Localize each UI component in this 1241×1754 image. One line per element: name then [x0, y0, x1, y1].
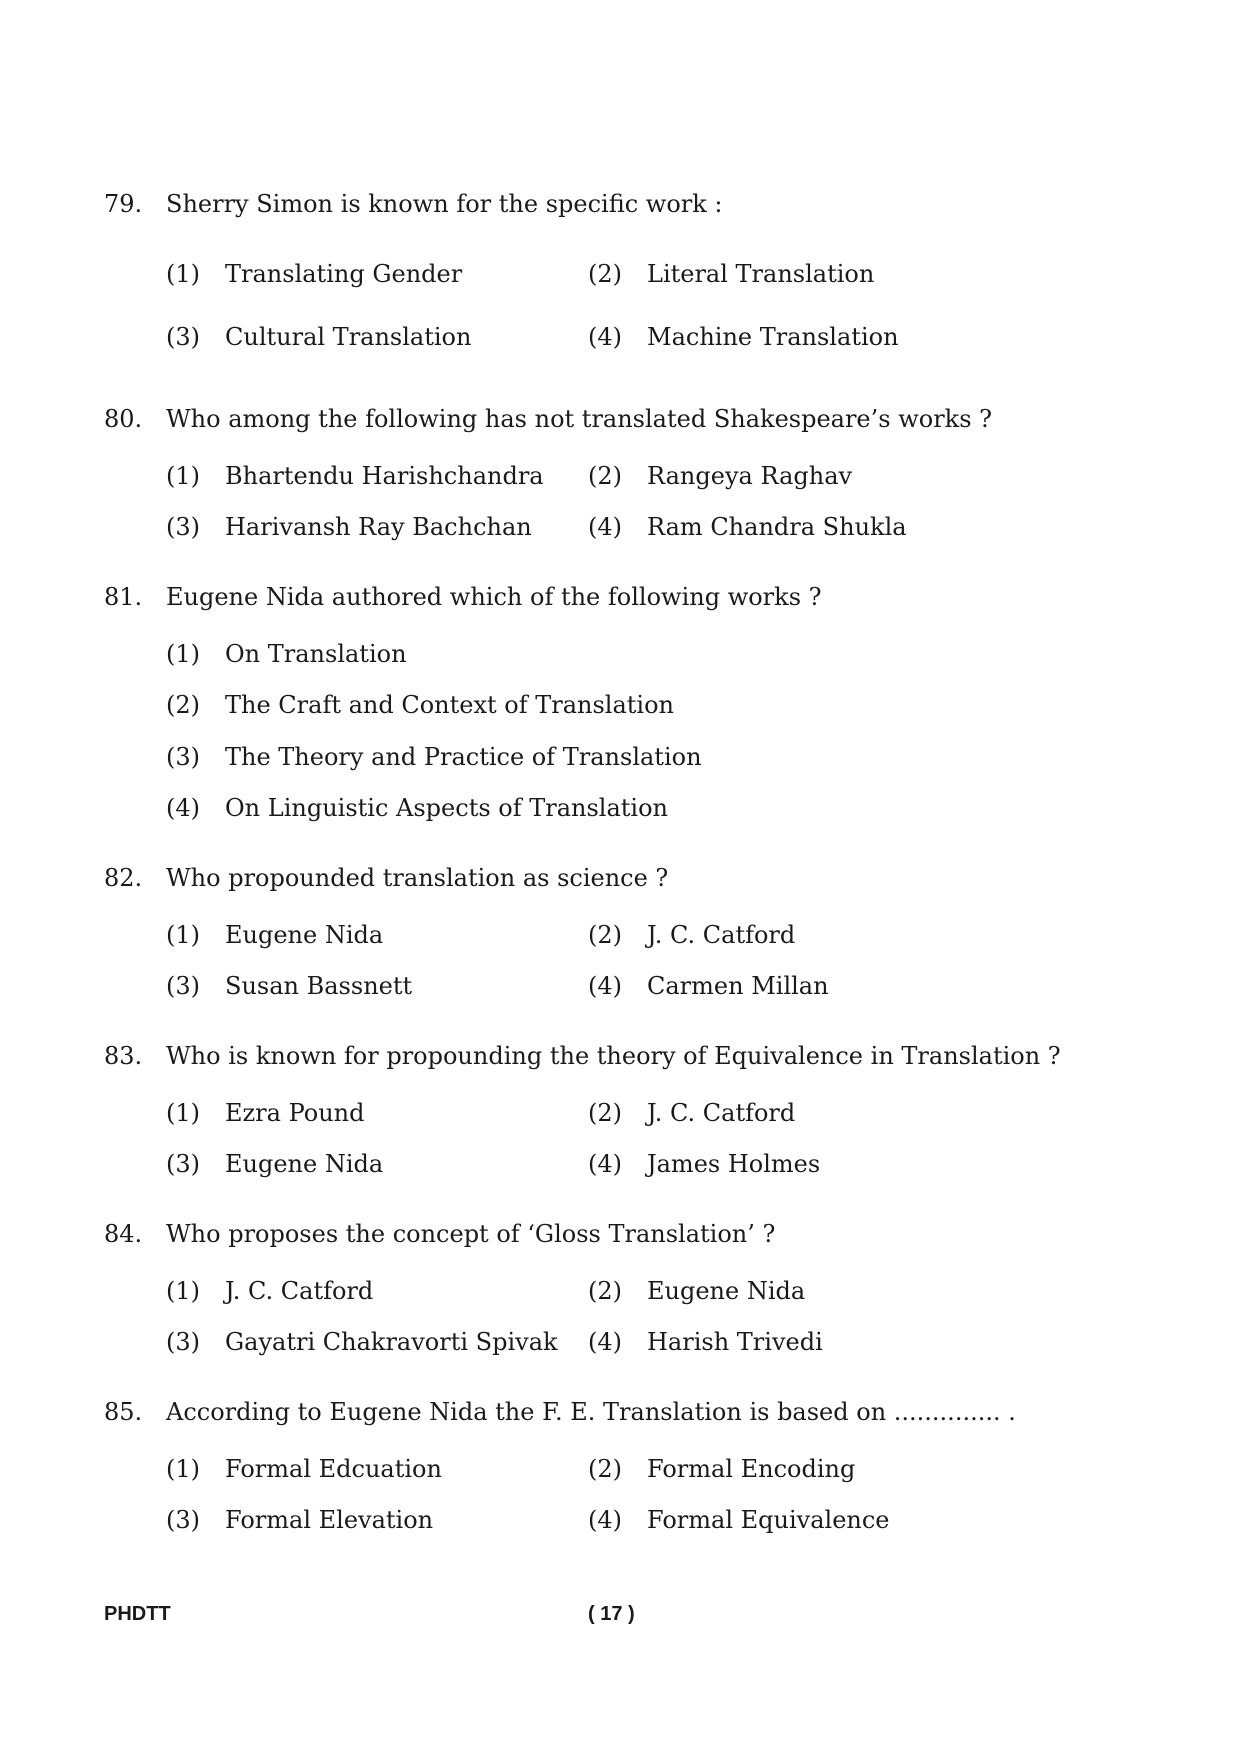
question-number: 85. — [104, 1398, 143, 1426]
option-text: Literal Translation — [647, 260, 875, 288]
option-text: J. C. Catford — [647, 1099, 796, 1127]
option-number: (1) — [166, 1277, 200, 1305]
option-number: (4) — [588, 1150, 622, 1178]
option-text: Rangeya Raghav — [647, 462, 853, 490]
option-text: Ezra Pound — [225, 1099, 365, 1127]
question-number: 83. — [104, 1042, 143, 1070]
option-text: The Theory and Practice of Translation — [225, 743, 702, 771]
option-number: (2) — [588, 260, 622, 288]
option-number: (3) — [166, 513, 200, 541]
option-text: Carmen Millan — [647, 972, 829, 1000]
option-number: (2) — [588, 1455, 622, 1483]
option-number: (2) — [166, 691, 200, 719]
option-text: Translating Gender — [225, 260, 463, 288]
option-text: Bhartendu Harishchandra — [225, 462, 544, 490]
option-number: (2) — [588, 1099, 622, 1127]
option-number: (4) — [588, 513, 622, 541]
option-text: Cultural Translation — [225, 323, 472, 351]
question-text: Who propounded translation as science ? — [166, 864, 669, 892]
option-text: Formal Encoding — [647, 1455, 856, 1483]
option-number: (4) — [588, 323, 622, 351]
option-text: Ram Chandra Shukla — [647, 513, 907, 541]
option-text: Eugene Nida — [647, 1277, 806, 1305]
question-text: According to Eugene Nida the F. E. Translation is based on .............. . — [166, 1398, 1016, 1426]
question-text: Eugene Nida authored which of the following works ? — [166, 583, 822, 611]
option-number: (3) — [166, 1506, 200, 1534]
question-number: 80. — [104, 405, 143, 433]
option-text: On Linguistic Aspects of Translation — [225, 794, 669, 822]
option-number: (3) — [166, 323, 200, 351]
question-text: Sherry Simon is known for the specific work : — [166, 190, 723, 218]
option-text: Eugene Nida — [225, 921, 384, 949]
option-text: On Translation — [225, 640, 407, 668]
option-text: J. C. Catford — [647, 921, 796, 949]
option-number: (3) — [166, 972, 200, 1000]
option-text: The Craft and Context of Translation — [225, 691, 675, 719]
option-text: Formal Equivalence — [647, 1506, 890, 1534]
option-text: Formal Edcuation — [225, 1455, 442, 1483]
option-number: (1) — [166, 640, 200, 668]
option-text: Eugene Nida — [225, 1150, 384, 1178]
question-number: 81. — [104, 583, 143, 611]
option-number: (3) — [166, 1150, 200, 1178]
option-number: (3) — [166, 1328, 200, 1356]
page-number: ( 17 ) — [588, 1603, 635, 1625]
question-number: 82. — [104, 864, 143, 892]
option-text: James Holmes — [647, 1150, 821, 1178]
option-number: (2) — [588, 1277, 622, 1305]
footer-code: PHDTT — [104, 1603, 171, 1625]
option-number: (1) — [166, 462, 200, 490]
question-text: Who proposes the concept of ‘Gloss Translation’ ? — [166, 1220, 776, 1248]
option-text: Formal Elevation — [225, 1506, 434, 1534]
option-number: (1) — [166, 260, 200, 288]
option-number: (1) — [166, 1455, 200, 1483]
option-number: (4) — [166, 794, 200, 822]
option-number: (1) — [166, 1099, 200, 1127]
option-text: Harish Trivedi — [647, 1328, 823, 1356]
option-number: (4) — [588, 972, 622, 1000]
option-number: (2) — [588, 921, 622, 949]
option-number: (1) — [166, 921, 200, 949]
option-text: Susan Bassnett — [225, 972, 413, 1000]
question-text: Who is known for propounding the theory of Equivalence in Translation ? — [166, 1042, 1061, 1070]
option-text: Gayatri Chakravorti Spivak — [225, 1328, 558, 1356]
question-number: 79. — [104, 190, 143, 218]
option-text: Harivansh Ray Bachchan — [225, 513, 532, 541]
option-text: Machine Translation — [647, 323, 899, 351]
option-number: (3) — [166, 743, 200, 771]
option-number: (2) — [588, 462, 622, 490]
option-number: (4) — [588, 1328, 622, 1356]
question-text: Who among the following has not translated Shakespeare’s works ? — [166, 405, 993, 433]
question-number: 84. — [104, 1220, 143, 1248]
option-number: (4) — [588, 1506, 622, 1534]
option-text: J. C. Catford — [225, 1277, 374, 1305]
